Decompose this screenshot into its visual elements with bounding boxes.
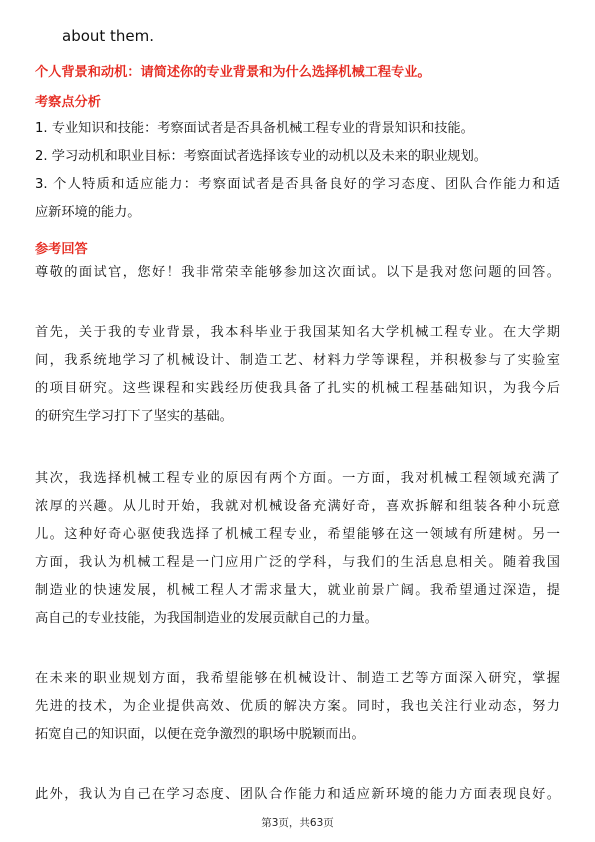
page-number-footer: 第3页，共63页 [261,817,334,829]
paragraph-line: 儿。这种好奇心驱使我选择了机械工程专业，希望能够在这一领域有所建树。另一 [35,527,560,542]
paragraph-line: 的项目研究。这些课程和实践经历使我具备了扎实的机械工程基础知识，为我今后 [35,381,560,396]
paragraph-line: 首先，关于我的专业背景，我本科毕业于我国某知名大学机械工程专业。在大学期 [35,325,560,340]
analysis-point: 2. 学习动机和职业目标：考察面试者选择该专业的动机以及未来的职业规划。 [35,149,487,164]
paragraph-line: 间，我系统地学习了机械设计、制造工艺、材料力学等课程，并积极参与了实验室 [35,353,560,368]
analysis-heading: 考察点分析 [35,95,101,110]
analysis-point: 1. 专业知识和技能：考察面试者是否具备机械工程专业的背景知识和技能。 [35,121,474,136]
lead-text: about them. [62,27,155,45]
paragraph-line: 方面，我认为机械工程是一门应用广泛的学科，与我们的生活息息相关。随着我国 [35,555,560,570]
paragraph-line: 先进的技术，为企业提供高效、优质的解决方案。同时，我也关注行业动态，努力 [35,699,560,714]
paragraph-line: 在未来的职业规划方面，我希望能够在机械设计、制造工艺等方面深入研究，掌握 [35,671,560,686]
paragraph-line: 浓厚的兴趣。从儿时开始，我就对机械设备充满好奇，喜欢拆解和组装各种小玩意 [35,499,560,514]
analysis-point: 3. 个人特质和适应能力：考察面试者是否具备良好的学习态度、团队合作能力和适 [35,177,560,192]
paragraph-line: 拓宽自己的知识面，以便在竞争激烈的职场中脱颖而出。 [35,727,365,742]
answer-intro: 尊敬的面试官，您好！我非常荣幸能够参加这次面试。以下是我对您问题的回答。 [35,265,560,280]
answer-heading: 参考回答 [35,242,88,257]
paragraph-line: 的研究生学习打下了坚实的基础。 [35,409,233,424]
analysis-point: 应新环境的能力。 [35,205,141,220]
paragraph-line: 此外，我认为自己在学习态度、团队合作能力和适应新环境的能力方面表现良好。 [35,787,560,802]
paragraph-line: 制造业的快速发展，机械工程人才需求量大，就业前景广阔。我希望通过深造，提 [35,583,560,598]
paragraph-line: 其次，我选择机械工程专业的原因有两个方面。一方面，我对机械工程领域充满了 [35,471,560,486]
paragraph-line: 高自己的专业技能，为我国制造业的发展贡献自己的力量。 [35,611,378,626]
question-heading: 个人背景和动机：请简述你的专业背景和为什么选择机械工程专业。 [35,65,431,80]
